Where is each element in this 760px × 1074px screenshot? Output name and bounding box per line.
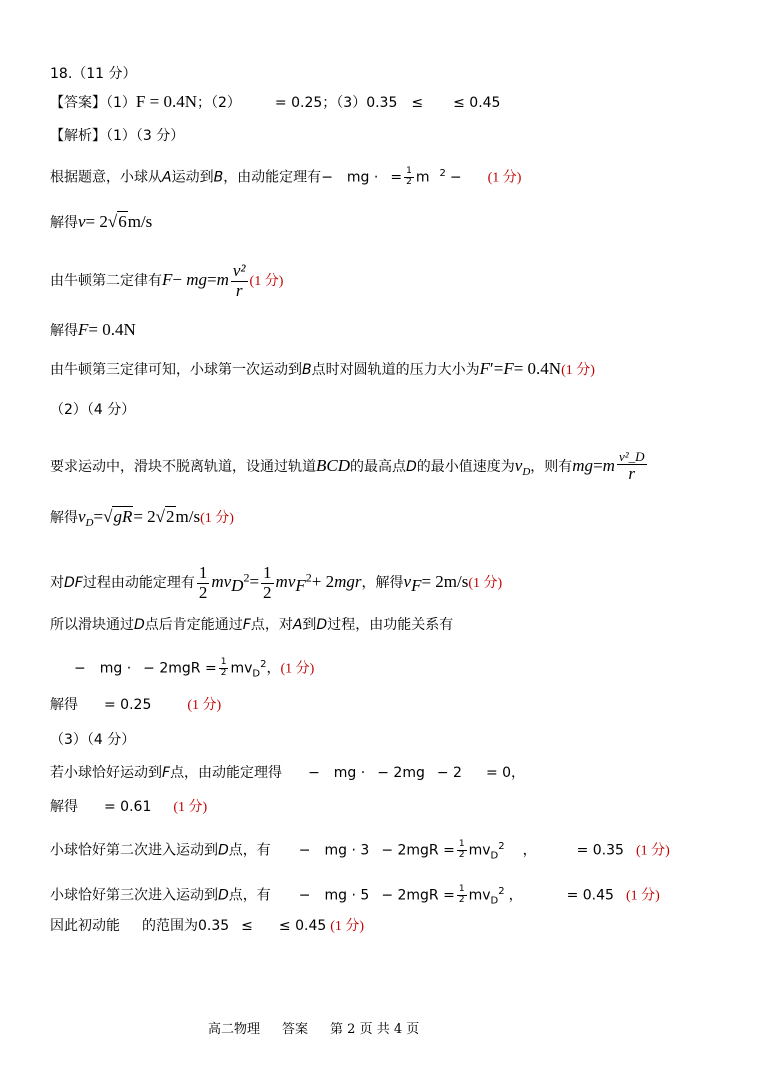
line-range: 因此初动能 的范围为0.35 ≤ ≤ 0.45 (1 分) [50,918,365,934]
line-second-entry: 小球恰好第二次进入运动到D点，有 − mg · 3 − 2mgR = $\frac{1}{2}$ $mv_D^2$ ， = 0.35 (1 分) [50,839,670,862]
fraction-half: $\frac{1}{2}$ [198,563,208,602]
fraction-half: $\frac{1}{2}$ [406,166,412,188]
line-kinetic-energy-theorem: 根据题意，小球从A运动到B，由动能定理有− mg · = $\frac{1}{2}$ m $^2$ − (1 分) [50,166,522,188]
line-solve-mu: 解得 = 0.25 (1 分) [50,697,222,713]
analysis-label: 【解析】 [50,128,106,144]
footer-type: 答案 [282,1022,309,1037]
line-pass-f: 所以滑块通过D点后肯定能通过F点，对A到D过程，由功能关系有 [50,617,454,633]
line-third-entry: 小球恰好第三次进入运动到D点，有 − mg · 5 − 2mgR = $\frac{1}{2}$ $mv_D^2$ ， = 0.45 (1 分) [50,884,660,907]
answer-line: 【答案】（1）F = 0.4N；（2） = 0.25；（3）0.35 ≤ ≤ 0.45 [50,92,501,111]
line-newton-second: 由牛顿第二定律有F− mg=m $\frac{\text{v²}}{r}$ (1 分) [50,261,284,300]
line-newton-third: 由牛顿第三定律可知，小球第一次运动到B点时对圆轨道的压力大小为F′=F= 0.4N(1 分) [50,359,595,378]
part3-header: （3）（4 分） [50,732,136,748]
line-solve-ek1: 解得 = 0.61 (1 分) [50,799,208,815]
line-df-process: 对DF过程由动能定理有 $\frac{1}{2}$ $mv_D^2=$ $\frac{1}{2}$ $mv_F^2+ 2mgr$，解得$v_F= 2m/s(1$ 分) [50,563,503,602]
page-footer [208,1018,419,1037]
footer-page: 第 2 页 共 4 页 [330,1022,420,1037]
fraction-vd2-r: $\frac{\text{v²\_D}}{r}$ [618,449,645,484]
line-solve-f: 解得F= 0.4N [50,320,136,339]
line-solve-v: 解得v= 2√6m/s [50,212,153,231]
line-min-speed: 要求运动中，滑块不脱离轨道，设通过轨道BCD的最高点D的最小值速度为$v_D$，则有mg=m $\frac{\text{v²\_D}}{r}$ [50,449,645,484]
part2-header: （2）（4 分） [50,402,136,418]
fraction-half: $\frac{1}{2}$ [263,563,272,602]
footer-subject: 高二物理 [208,1022,261,1037]
line-solve-vd: 解得$v_D=√gR= 2√2m/s(1$ 分) [50,507,234,529]
line-energy-relation: − mg · − 2mgR = $\frac{1}{2}$ $mv_D^2$，(1 分) [74,657,315,680]
analysis-header: 【解析】（1）（3 分） [50,128,185,144]
fraction-v2-r: $\frac{\text{v²}}{r}$ [232,261,246,300]
line-reach-f: 若小球恰好运动到F点，由动能定理得 − mg · − 2mg − 2 = 0， [50,765,526,781]
question-header: 18.（11 分） [50,66,137,82]
answer-label: 【答案】 [50,95,106,111]
score-label: (1 分) [487,170,522,186]
